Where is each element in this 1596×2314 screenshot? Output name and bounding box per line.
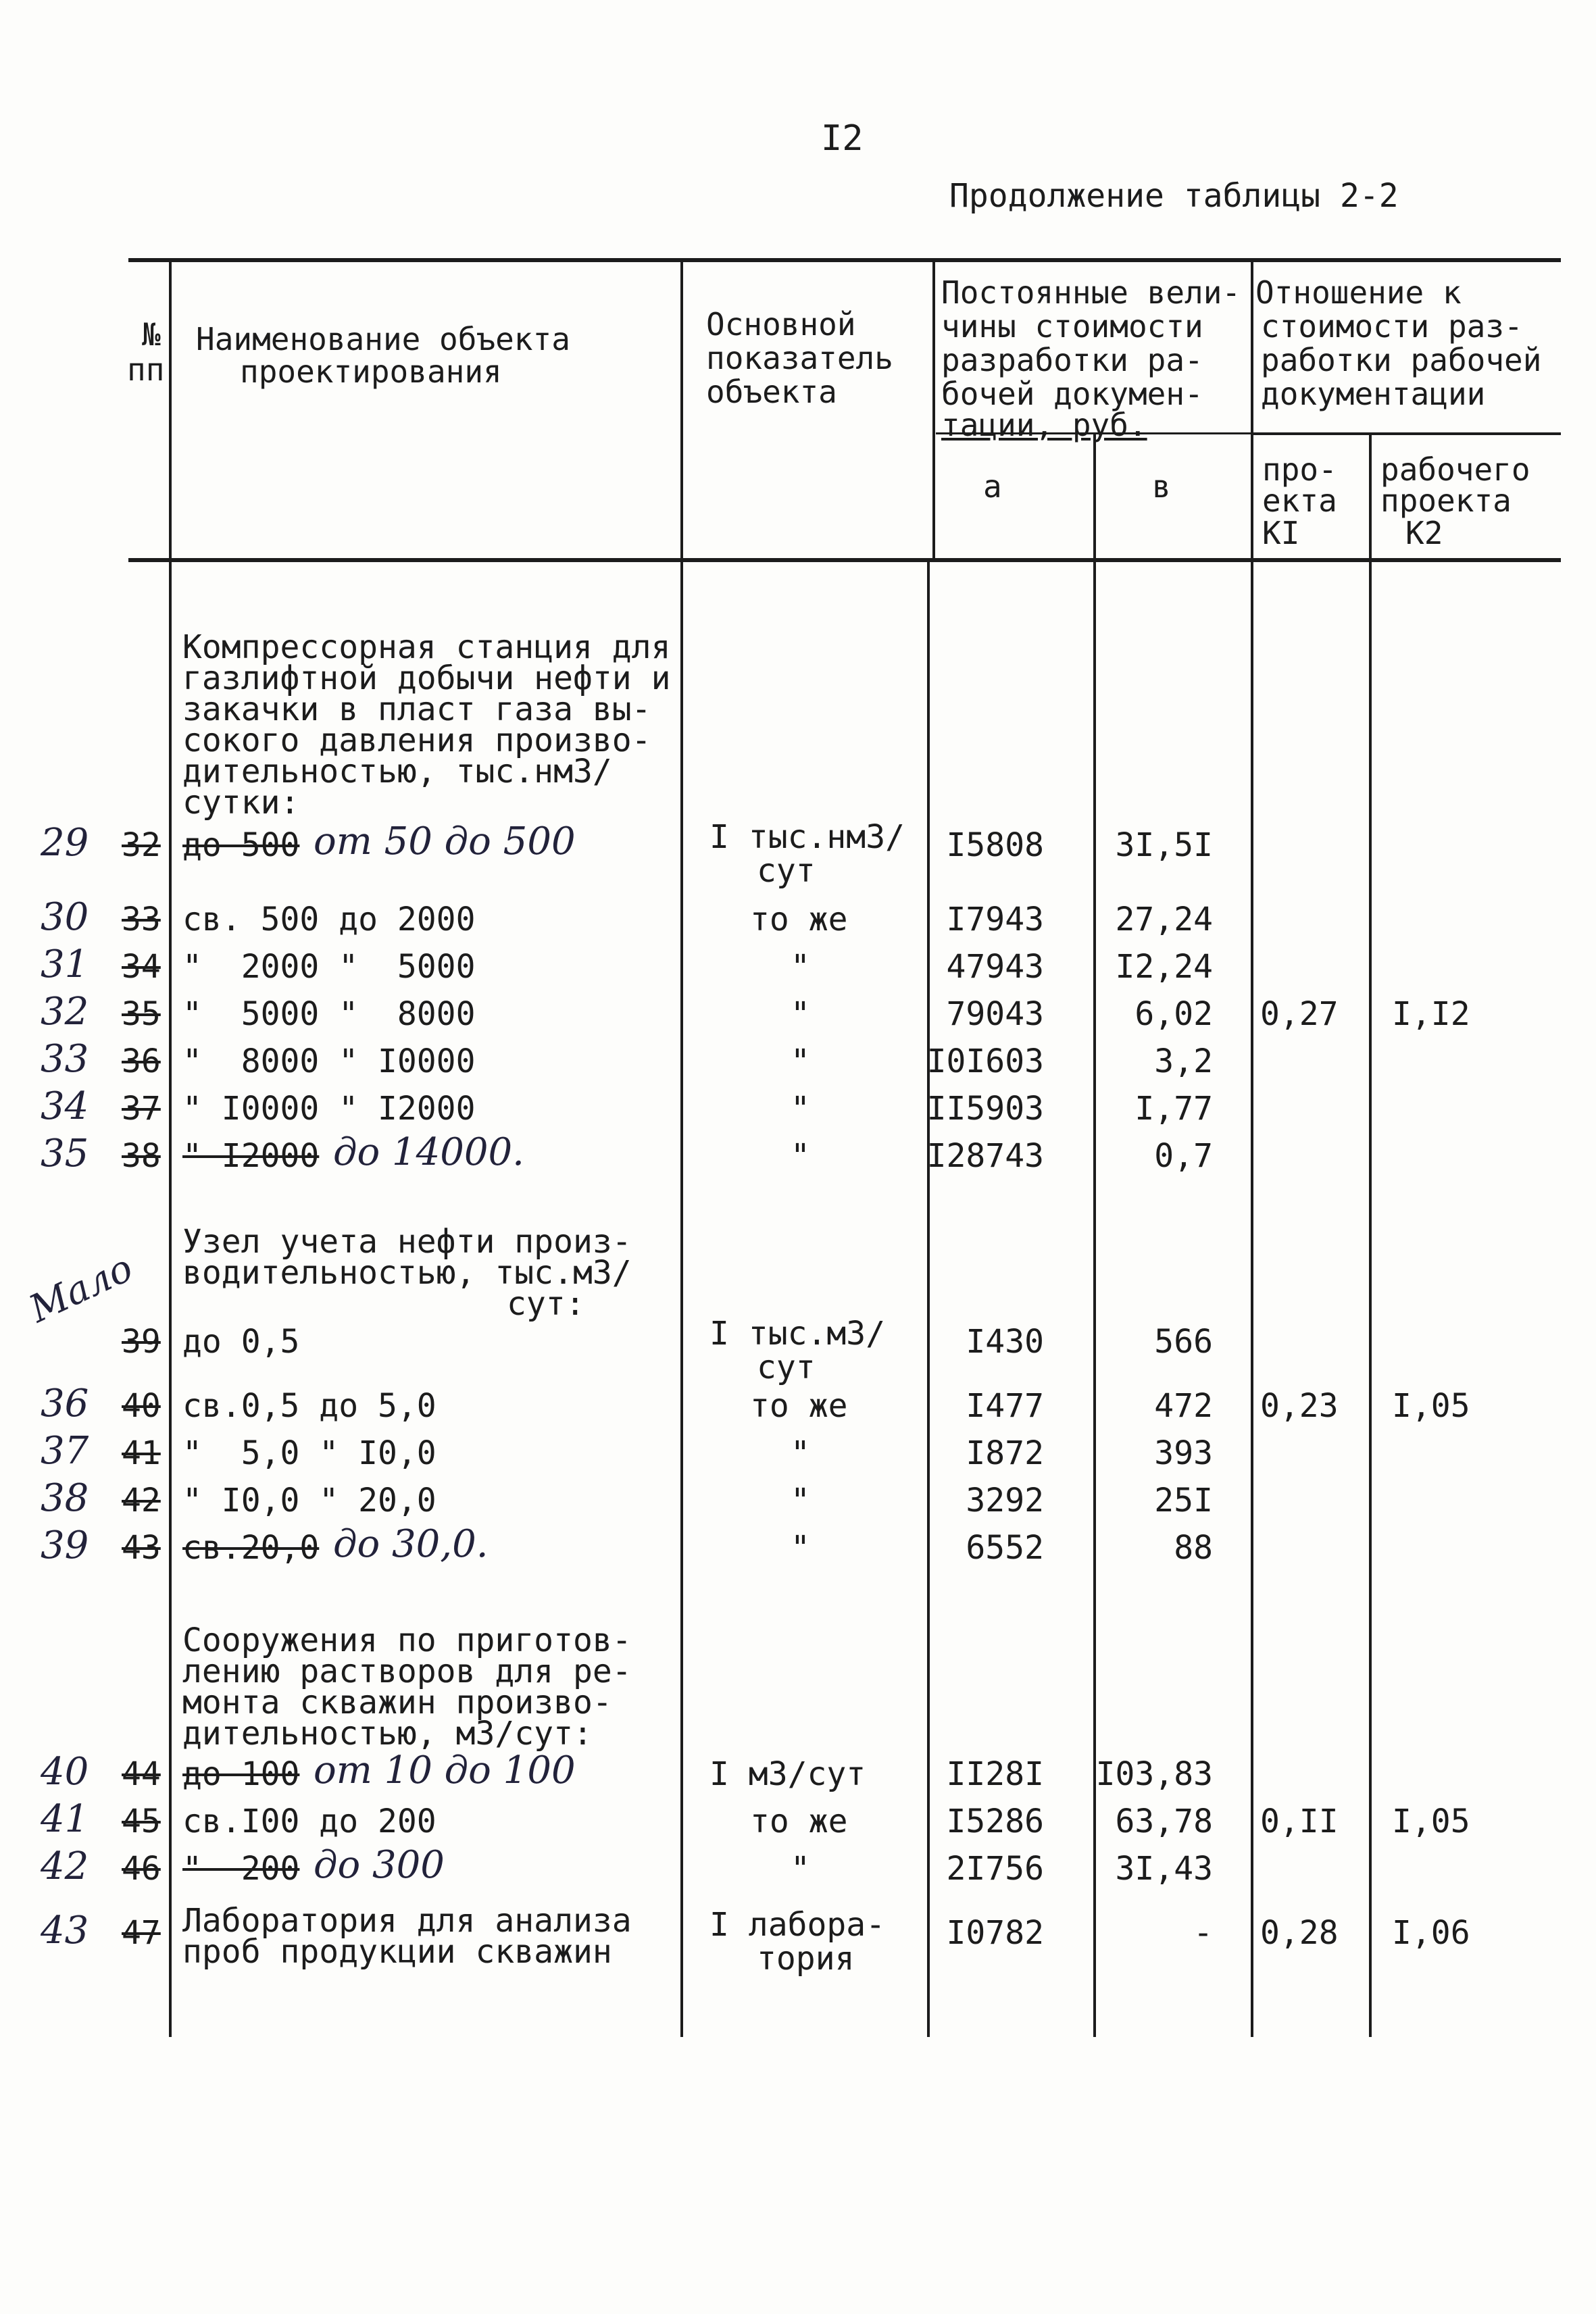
row-indicator: то же <box>750 901 848 938</box>
row-k1: 0,II <box>1260 1803 1339 1840</box>
row-handwritten-correction: от 50 до 500 <box>314 820 576 863</box>
row-value-b: 88 <box>1174 1529 1213 1567</box>
row-name: " 5,0 " I0,0 <box>182 1434 437 1472</box>
row-indicator: " <box>791 948 810 986</box>
row-value-b: 25I <box>1154 1482 1213 1519</box>
row-handwritten-number: 37 <box>41 1429 89 1473</box>
header-k2-line-3: К2 <box>1405 515 1443 551</box>
row-name: " 8000 " I0000 <box>182 1042 476 1080</box>
header-name-line-2: проектирования <box>240 353 502 390</box>
header-indicator-line-1: Основной <box>706 306 856 343</box>
header-indicator-line-2: показатель <box>706 340 893 376</box>
row-handwritten-number: 43 <box>41 1909 89 1953</box>
header-sub-a: а <box>983 468 1002 505</box>
row-handwritten-number: 41 <box>41 1797 89 1841</box>
header-name-line-1: Наименование объекта <box>196 321 570 357</box>
row-name: Лаборатория для анализа <box>182 1902 632 1940</box>
row-indicator: I тыс.м3/ <box>709 1315 886 1353</box>
row-value-a: 3292 <box>966 1482 1044 1519</box>
row-handwritten-number: 32 <box>41 990 89 1034</box>
row-number: 34 <box>122 948 161 986</box>
row-k2: I,I2 <box>1392 995 1470 1033</box>
row-indicator-unit: сут <box>757 1349 816 1386</box>
row-value-a: I0I603 <box>926 1042 1044 1080</box>
header-ratio-line-1: Отношение к <box>1255 274 1462 311</box>
row-indicator: то же <box>750 1387 848 1425</box>
row-handwritten-number: 33 <box>41 1037 89 1081</box>
row-name: св.20,0 <box>182 1529 320 1567</box>
header-const-line-3: разработки ра- <box>941 342 1203 378</box>
row-handwritten-number: 31 <box>41 942 89 986</box>
row-name: " I0,0 " 20,0 <box>182 1482 437 1519</box>
header-k2-line-2: проекта <box>1380 482 1512 519</box>
row-value-b: 3I,43 <box>1115 1850 1213 1888</box>
row-k1: 0,28 <box>1260 1914 1339 1952</box>
row-handwritten-correction: до 14000. <box>333 1130 524 1174</box>
row-name: св.0,5 до 5,0 <box>182 1387 437 1425</box>
row-indicator: " <box>791 1529 810 1567</box>
row-number: 41 <box>122 1434 161 1472</box>
row-number: 43 <box>122 1529 161 1567</box>
header-sub-b: в <box>1152 468 1171 505</box>
row-value-a: I0782 <box>946 1914 1044 1952</box>
row-value-a: 2I756 <box>946 1850 1044 1888</box>
row-value-b: 393 <box>1154 1434 1213 1472</box>
row-value-a: I477 <box>966 1387 1044 1425</box>
row-value-b: 472 <box>1154 1387 1213 1425</box>
row-name: св.I00 до 200 <box>182 1803 437 1840</box>
row-name: " I2000 <box>182 1137 320 1175</box>
header-k1-line-3: КI <box>1262 515 1300 551</box>
row-handwritten-correction: до 300 <box>314 1843 445 1887</box>
row-k2: I,06 <box>1392 1914 1470 1952</box>
margin-handwritten-note: Мало <box>22 1246 140 1332</box>
row-number: 38 <box>122 1137 161 1175</box>
row-value-a: 47943 <box>946 948 1044 986</box>
row-value-b: I03,83 <box>1095 1755 1213 1793</box>
row-value-a: II28I <box>946 1755 1044 1793</box>
row-indicator: " <box>791 1850 810 1888</box>
row-k1: 0,23 <box>1260 1387 1339 1425</box>
row-handwritten-number: 34 <box>41 1084 89 1128</box>
row-value-b: 27,24 <box>1115 901 1213 938</box>
row-handwritten-number: 39 <box>41 1524 89 1567</box>
row-handwritten-number: 29 <box>41 821 89 865</box>
row-name: св. 500 до 2000 <box>182 901 476 938</box>
row-indicator: " <box>791 1042 810 1080</box>
row-indicator: " <box>791 1434 810 1472</box>
page-number: I2 <box>821 118 864 159</box>
row-value-b: - <box>1193 1914 1213 1952</box>
row-value-b: 6,02 <box>1134 995 1213 1033</box>
row-number: 37 <box>122 1090 161 1128</box>
row-k2: I,05 <box>1392 1387 1470 1425</box>
header-ratio-line-2: стоимости раз- <box>1261 308 1523 345</box>
row-value-a: I430 <box>966 1323 1044 1361</box>
row-name: " I0000 " I2000 <box>182 1090 476 1128</box>
row-name: до 100 <box>182 1755 300 1793</box>
row-indicator: " <box>791 1137 810 1175</box>
row-number: 32 <box>122 826 161 864</box>
row-value-a: 6552 <box>966 1529 1044 1567</box>
row-number: 45 <box>122 1803 161 1840</box>
row-value-b: 3,2 <box>1154 1042 1213 1080</box>
header-num-bottom: пп <box>127 351 165 388</box>
row-indicator: то же <box>750 1803 848 1840</box>
header-ratio-line-4: документации <box>1261 376 1486 412</box>
row-value-b: 63,78 <box>1115 1803 1213 1840</box>
row-name: проб продукции скважин <box>182 1933 612 1971</box>
row-indicator: " <box>791 1482 810 1519</box>
row-indicator: I м3/сут <box>709 1755 866 1793</box>
row-number: 42 <box>122 1482 161 1519</box>
row-indicator: I тыс.нм3/ <box>709 818 905 856</box>
row-number: 36 <box>122 1042 161 1080</box>
row-number: 35 <box>122 995 161 1033</box>
header-indicator-line-3: объекта <box>706 374 837 410</box>
row-name: до 0,5 <box>182 1323 300 1361</box>
row-value-b: I,77 <box>1134 1090 1213 1128</box>
row-name: до 500 <box>182 826 300 864</box>
row-name: " 5000 " 8000 <box>182 995 476 1033</box>
header-const-line-1: Постоянные вели- <box>941 274 1241 311</box>
row-value-a: I28743 <box>926 1137 1044 1175</box>
row-value-a: I7943 <box>946 901 1044 938</box>
row-number: 40 <box>122 1387 161 1425</box>
row-number: 33 <box>122 901 161 938</box>
header-const-line-2: чины стоимости <box>941 308 1203 345</box>
row-indicator-unit: тория <box>757 1940 855 1978</box>
header-num-top: № <box>142 316 161 353</box>
row-value-b: 0,7 <box>1154 1137 1213 1175</box>
row-handwritten-number: 30 <box>41 895 89 939</box>
row-indicator: " <box>791 995 810 1033</box>
row-number: 44 <box>122 1755 161 1793</box>
row-handwritten-correction: до 30,0. <box>333 1522 489 1566</box>
row-value-a: 79043 <box>946 995 1044 1033</box>
row-value-a: II5903 <box>926 1090 1044 1128</box>
row-handwritten-number: 36 <box>41 1382 89 1426</box>
row-value-a: I5286 <box>946 1803 1044 1840</box>
row-number: 39 <box>122 1323 161 1361</box>
row-indicator: I лабора- <box>709 1906 886 1944</box>
row-number: 47 <box>122 1914 161 1952</box>
header-ratio-line-3: работки рабочей <box>1261 342 1542 378</box>
row-value-a: I872 <box>966 1434 1044 1472</box>
row-handwritten-correction: от 10 до 100 <box>314 1749 576 1792</box>
row-indicator-unit: сут <box>757 852 816 890</box>
header-k1-line-2: екта <box>1262 482 1337 519</box>
row-k1: 0,27 <box>1260 995 1339 1033</box>
row-handwritten-number: 40 <box>41 1750 89 1794</box>
row-indicator: " <box>791 1090 810 1128</box>
header-const-line-5: тации, руб. <box>941 407 1147 443</box>
row-name: " 200 <box>182 1850 300 1888</box>
row-name: " 2000 " 5000 <box>182 948 476 986</box>
header-k2-line-1: рабочего <box>1380 451 1530 488</box>
row-handwritten-number: 38 <box>41 1476 89 1520</box>
header-k1-line-1: про- <box>1262 451 1337 488</box>
table-continuation-label: Продолжение таблицы 2-2 <box>949 177 1399 215</box>
header-const-line-4: бочей докумен- <box>941 376 1203 412</box>
row-value-b: 3I,5I <box>1115 826 1213 864</box>
row-value-a: I5808 <box>946 826 1044 864</box>
row-number: 46 <box>122 1850 161 1888</box>
row-handwritten-number: 35 <box>41 1132 89 1176</box>
row-value-b: I2,24 <box>1115 948 1213 986</box>
row-value-b: 566 <box>1154 1323 1213 1361</box>
row-k2: I,05 <box>1392 1803 1470 1840</box>
row-handwritten-number: 42 <box>41 1844 89 1888</box>
